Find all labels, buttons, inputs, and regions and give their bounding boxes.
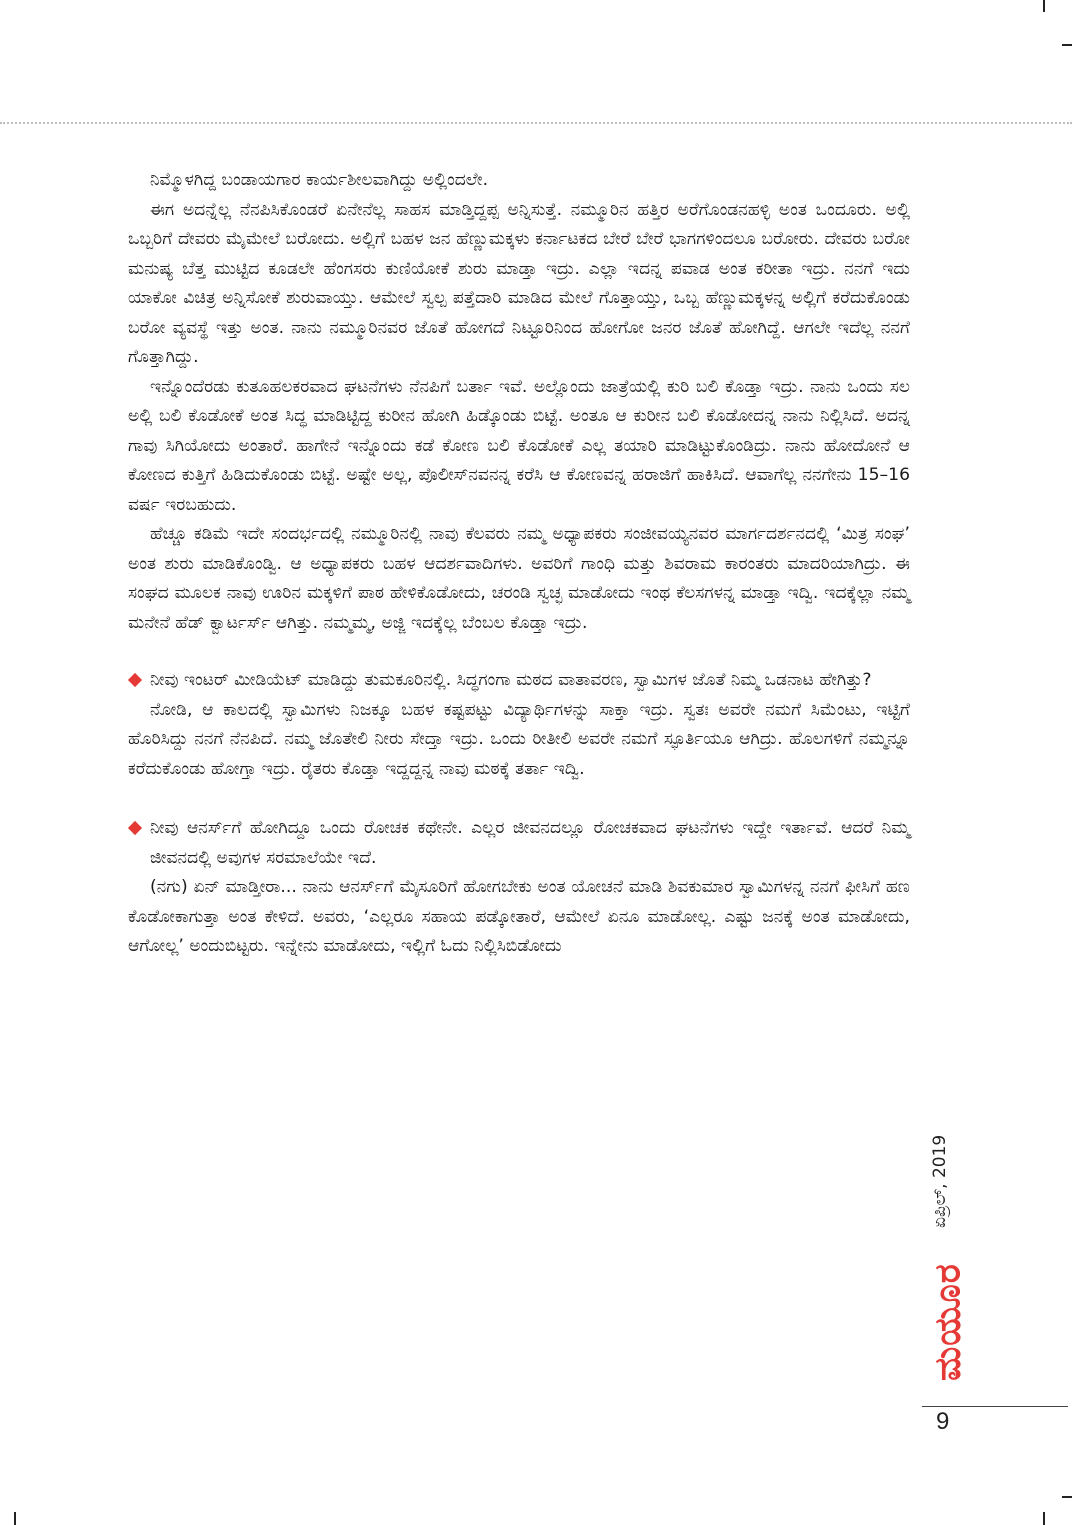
page-number: 9 bbox=[936, 1408, 950, 1435]
crop-mark-right-bottom bbox=[1062, 1496, 1072, 1498]
interview-question bbox=[128, 814, 910, 873]
article-column bbox=[128, 166, 910, 962]
article-paragraph: ಇನ್ನೊಂದೆರಡು ಕುತೂಹಲಕರವಾದ ಘಟನೆಗಳು ನೆನಪಿಗೆ ಬರ್ತಾ ಇವೆ. ಅಲ್ಲೊಂದು ಜಾತ್ರೆಯಲ್ಲಿ ಕುರಿ ಬಲಿ ಕೊಡ್ತಾ ಇದ್ರು. ನಾನು ಒಂದು ಸಲ ಅಲ್ಲಿ ಬಲಿ ಕೊಡೋಕೆ ಅಂತ ಸಿದ್ಧ ಮಾಡಿಟ್ಟಿದ್ದ ಕುರೀನ ಹೋಗಿ ಹಿಡ್ಕೊಂಡು ಬಿಟ್ಟೆ. ಅಂತೂ ಆ ಕುರೀನ ಬಲಿ ಕೊಡೋದನ್ನ ನಾನು ನಿಲ್ಲಿಸಿದೆ. ಅದನ್ನ ಗಾವು ಸಿಗಿಯೋದು ಅಂತಾರೆ. ಹಾಗೇನೆ ಇನ್ನೊಂದು ಕಡೆ ಕೋಣ ಬಲಿ ಕೊಡೋಕೆ ಎಲ್ಲ ತಯಾರಿ ಮಾಡಿಟ್ಟುಕೊಂಡಿದ್ರು. ನಾನು ಹೋದೋನೆ ಆ ಕೋಣದ ಕುತ್ತಿಗೆ ಹಿಡಿದುಕೊಂಡು ಬಿಟ್ಟೆ. ಅಷ್ಟೇ ಅಲ್ಲ, ಪೊಲೀಸ್‌ನವನನ್ನ ಕರೆಸಿ ಆ ಕೋಣವನ್ನ ಹರಾಜಿಗೆ ಹಾಕಿಸಿದೆ. ಆವಾಗೆಲ್ಲ ನನಗೇನು 15–16 ವರ್ಷ ಇರಬಹುದು. bbox=[128, 376, 910, 515]
crop-mark-right-top bbox=[1062, 44, 1072, 46]
crop-mark-bottom-right bbox=[1043, 1512, 1045, 1525]
answer-paragraph: (ನಗು) ಏನ್ ಮಾಡ್ತೀರಾ... ನಾನು ಆನರ್ಸ್‌ಗೆ ಮೈಸೂರಿಗೆ ಹೋಗಬೇಕು ಅಂತ ಯೋಚನೆ ಮಾಡಿ ಶಿವಕುಮಾರ ಸ್ವಾಮಿಗಳನ್ನ ನನಗೆ ಫೀಸಿಗೆ ಹಣ ಕೊಡೋಕಾಗುತ್ತಾ ಅಂತ ಕೇಳಿದೆ. ಅವರು, ‘ಎಲ್ಲರೂ ಸಹಾಯ ಪಡ್ಕೋತಾರೆ, ಆಮೇಲೆ ಏನೂ ಮಾಡೋಲ್ಲ. ಎಷ್ಟು ಜನಕ್ಕೆ ಅಂತ ಮಾಡೋದು, ಆಗೋಲ್ಲ’ ಅಂದುಬಿಟ್ಟರು. ಇನ್ನೇನು ಮಾಡೋದು, ಇಲ್ಲಿಗೆ ಓದು ನಿಲ್ಲಿಸಿಬಿಡೋದು bbox=[128, 877, 910, 956]
question-text: ನೀವು ಇಂಟರ್ ಮೀಡಿಯೆಟ್ ಮಾಡಿದ್ದು ತುಮಕೂರಿನಲ್ಲಿ. ಸಿದ್ಧಗಂಗಾ ಮಠದ ವಾತಾವರಣ, ಸ್ವಾಮಿಗಳ ಜೊತೆ ನಿಮ್ಮ ಒಡನಾಟ ಹೇಗಿತ್ತು? bbox=[150, 670, 872, 690]
red-diamond-bullet-icon bbox=[128, 821, 142, 835]
article-paragraph: ಈಗ ಅದನ್ನೆಲ್ಲ ನೆನಪಿಸಿಕೊಂಡರೆ ಏನೇನೆಲ್ಲ ಸಾಹಸ ಮಾಡ್ತಿದ್ದಪ್ಪ ಅನ್ನಿಸುತ್ತೆ. ನಮ್ಮೂರಿನ ಹತ್ತಿರ ಅರೆಗೊಂಡನಹಳ್ಳಿ ಅಂತ ಒಂದೂರು. ಅಲ್ಲಿ ಒಬ್ಬರಿಗೆ ದೇವರು ಮೈಮೇಲೆ ಬರೋದು. ಅಲ್ಲಿಗೆ ಬಹಳ ಜನ ಹೆಣ್ಣುಮಕ್ಕಳು ಕರ್ನಾಟಕದ ಬೇರೆ ಬೇರೆ ಭಾಗಗಳಿಂದಲೂ ಬರೋರು. ದೇವರು ಬರೋ ಮನುಷ್ಯ ಬೆತ್ತ ಮುಟ್ಟಿದ ಕೂಡಲೇ ಹೆಂಗಸರು ಕುಣಿಯೋಕೆ ಶುರು ಮಾಡ್ತಾ ಇದ್ರು. ಎಲ್ಲಾ ಇದನ್ನ ಪವಾಡ ಅಂತ ಕರೀತಾ ಇದ್ರು. ನನಗೆ ಇದು ಯಾಕೋ ವಿಚಿತ್ರ ಅನ್ನಿಸೋಕೆ ಶುರುವಾಯ್ತು. ಆಮೇಲೆ ಸ್ವಲ್ಪ ಪತ್ತೆದಾರಿ ಮಾಡಿದ ಮೇಲೆ ಗೊತ್ತಾಯ್ತು, ಒಬ್ಬ ಹೆಣ್ಣುಮಕ್ಕಳನ್ನ ಅಲ್ಲಿಗೆ ಕರೆದುಕೊಂಡು ಬರೋ ವ್ಯವಸ್ಥೆ ಇತ್ತು ಅಂತ. ನಾನು ನಮ್ಮೂರಿನವರ ಜೊತೆ ಹೋಗದೆ ನಿಟ್ಟೂರಿನಿಂದ ಹೋಗೋ ಜನರ ಜೊತೆ ಹೋಗಿದ್ದೆ. ಆಗಲೇ ಇದೆಲ್ಲ ನನಗೆ ಗೊತ್ತಾಗಿದ್ದು. bbox=[128, 199, 910, 367]
crop-mark-bottom-left bbox=[14, 1512, 16, 1525]
question-text: ನೀವು ಆನರ್ಸ್‌ಗೆ ಹೋಗಿದ್ದೂ ಒಂದು ರೋಚಕ ಕಥೇನೇ. ಎಲ್ಲರ ಜೀವನದಲ್ಲೂ ರೋಚಕವಾದ ಘಟನೆಗಳು ಇದ್ದೇ ಇರ್ತಾವೆ. ಆದರೆ ನಿಮ್ಮ ಜೀವನದಲ್ಲಿ ಅವುಗಳ ಸರಮಾಲೆಯೇ ಇದೆ. bbox=[150, 818, 910, 868]
footer-rule bbox=[922, 1406, 1068, 1407]
red-diamond-bullet-icon bbox=[128, 673, 142, 687]
magazine-logo: ಮಯೂರ bbox=[927, 1263, 969, 1381]
crop-mark-top-right bbox=[1043, 0, 1045, 12]
header-dotted-rule bbox=[0, 122, 1072, 124]
article-paragraph: ಹೆಚ್ಚೂ ಕಡಿಮೆ ಇದೇ ಸಂದರ್ಭದಲ್ಲಿ ನಮ್ಮೂರಿನಲ್ಲಿ ನಾವು ಕೆಲವರು ನಮ್ಮ ಅಧ್ಯಾಪಕರು ಸಂಜೀವಯ್ಯನವರ ಮಾರ್ಗದರ್ಶನದಲ್ಲಿ ‘ಮಿತ್ರ ಸಂಘ’ ಅಂತ ಶುರು ಮಾಡಿಕೊಂಡ್ವಿ. ಆ ಅಧ್ಯಾಪಕರು ಬಹಳ ಆದರ್ಶವಾದಿಗಳು. ಅವರಿಗೆ ಗಾಂಧಿ ಮತ್ತು ಶಿವರಾಮ ಕಾರಂತರು ಮಾದರಿಯಾಗಿದ್ರು. ಈ ಸಂಘದ ಮೂಲಕ ನಾವು ಊರಿನ ಮಕ್ಕಳಿಗೆ ಪಾಠ ಹೇಳಿಕೊಡೋದು, ಚರಂಡಿ ಸ್ವಚ್ಛ ಮಾಡೋದು ಇಂಥ ಕೆಲಸಗಳನ್ನ ಮಾಡ್ತಾ ಇದ್ವಿ. ಇದಕ್ಕೆಲ್ಲಾ ನಮ್ಮ ಮನೇನೆ ಹೆಡ್ ಕ್ವಾರ್ಟರ್ಸ್ ಆಗಿತ್ತು. ನಮ್ಮಮ್ಮ, ಅಜ್ಜಿ ಇದಕ್ಕೆಲ್ಲ ಬೆಂಬಲ ಕೊಡ್ತಾ ಇದ್ರು. bbox=[128, 524, 910, 633]
answer-paragraph: ನೋಡಿ, ಆ ಕಾಲದಲ್ಲಿ ಸ್ವಾಮಿಗಳು ನಿಜಕ್ಕೂ ಬಹಳ ಕಷ್ಟಪಟ್ಟು ವಿದ್ಯಾರ್ಥಿಗಳನ್ನು ಸಾಕ್ತಾ ಇದ್ರು. ಸ್ವತಃ ಅವರೇ ನಮಗೆ ಸಿಮೆಂಟು, ಇಟ್ಟಿಗೆ ಹೊರಿಸಿದ್ದು ನನಗೆ ನೆನಪಿದೆ. ನಮ್ಮ ಜೊತೇಲಿ ನೀರು ಸೇದ್ತಾ ಇದ್ರು. ಒಂದು ರೀತೀಲಿ ಅವರೇ ನಮಗೆ ಸ್ಫೂರ್ತಿಯೂ ಆಗಿದ್ರು. ಹೊಲಗಳಿಗೆ ನಮ್ಮನ್ನೂ ಕರೆದುಕೊಂಡು ಹೋಗ್ತಾ ಇದ್ರು. ರೈತರು ಕೊಡ್ತಾ ಇದ್ದದ್ದನ್ನ ನಾವು ಮಠಕ್ಕೆ ತರ್ತಾ ಇದ್ವಿ. bbox=[128, 699, 910, 779]
article-paragraph: ನಿಮ್ಮೊಳಗಿದ್ದ ಬಂಡಾಯಗಾರ ಕಾರ್ಯಶೀಲವಾಗಿದ್ದು ಅಲ್ಲಿಂದಲೇ. bbox=[150, 170, 489, 190]
interview-question bbox=[128, 666, 910, 696]
issue-date: ಏಪ್ರಿಲ್, 2019 bbox=[930, 1134, 950, 1228]
